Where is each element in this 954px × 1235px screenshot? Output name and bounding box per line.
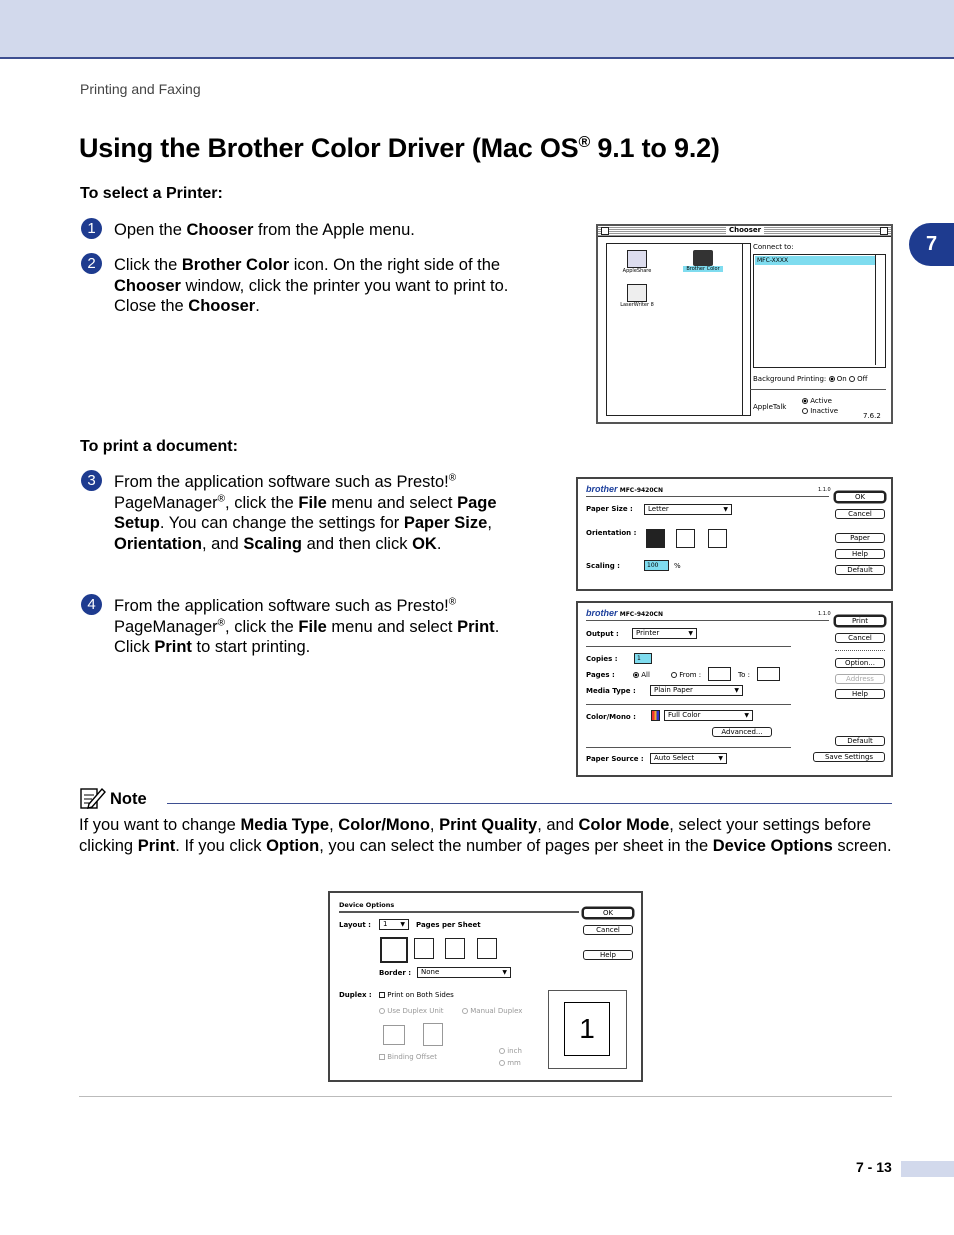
border-select[interactable]: None ▼ (417, 967, 511, 978)
print-document-heading: To print a document: (80, 438, 238, 455)
landscape-orientation-icon[interactable] (676, 529, 695, 548)
cancel-button[interactable]: Cancel (835, 509, 885, 519)
save-settings-button[interactable]: Save Settings (813, 752, 885, 762)
print-both-sides-checkbox[interactable]: Print on Both Sides (379, 991, 454, 999)
print-dialog (576, 601, 893, 777)
pages-all-radio[interactable]: All (633, 671, 650, 679)
step-3-text: From the application software such as Presto!® PageManager®, click the File menu and select Page Setup. You can change the settings for Paper Size, Orientation, and Scaling and then click OK. (114, 472, 497, 553)
default-button[interactable]: Default (835, 736, 885, 746)
connect-to-label: Connect to: (753, 243, 794, 251)
brother-printer-icon (693, 250, 713, 266)
color-swatch-icon (651, 710, 660, 721)
print-dialog-divider-2 (586, 704, 791, 705)
scaling-input[interactable]: 100 (644, 560, 669, 571)
duplex-label: Duplex : (339, 991, 372, 999)
zoom-box-icon[interactable] (880, 227, 888, 235)
reverse-landscape-icon[interactable] (708, 529, 727, 548)
color-mono-select[interactable]: Full Color ▼ (664, 710, 753, 721)
scaling-label: Scaling : (586, 562, 620, 570)
layout-4-icon[interactable] (477, 938, 497, 959)
page-number-bar (901, 1161, 954, 1177)
chooser-window (596, 224, 893, 424)
chooser-divider (750, 389, 886, 390)
chapter-tab[interactable]: 7 (909, 223, 954, 266)
preview-page-number: 1 (564, 1002, 610, 1056)
page-setup-divider (586, 496, 829, 497)
chooser-titlebar[interactable] (598, 226, 891, 237)
inch-radio[interactable]: inch (499, 1047, 522, 1055)
portrait-orientation-icon[interactable] (646, 529, 665, 548)
pages-from-radio[interactable]: From : (671, 671, 701, 679)
print-button[interactable]: Print (835, 616, 885, 626)
option-button[interactable]: Option... (835, 658, 885, 668)
orientation-label: Orientation : (586, 529, 637, 537)
device-options-title: Device Options (339, 901, 395, 909)
output-label: Output : (586, 630, 619, 638)
print-dialog-divider-top (586, 620, 829, 621)
layout-3-icon[interactable] (445, 938, 465, 959)
step-3-badge: 3 (81, 470, 102, 491)
layout-preview (548, 990, 627, 1069)
help-button[interactable]: Help (583, 950, 633, 960)
paper-source-label: Paper Source : (586, 755, 644, 763)
long-edge-binding-icon[interactable] (383, 1025, 405, 1045)
help-button[interactable]: Help (835, 689, 885, 699)
print-dialog-divider-1 (586, 646, 791, 647)
output-select[interactable]: Printer ▼ (632, 628, 697, 639)
use-duplex-unit-radio[interactable]: Use Duplex Unit (379, 1007, 444, 1015)
step-2-badge: 2 (81, 253, 102, 274)
printer-list-item[interactable]: MFC-XXXX (755, 256, 876, 265)
footer-divider (79, 1096, 892, 1097)
device-options-dialog (328, 891, 643, 1082)
chooser-left-scrollbar[interactable] (742, 243, 751, 416)
address-button[interactable]: Address (835, 674, 885, 684)
paper-size-select[interactable]: Letter ▼ (644, 504, 732, 515)
binding-offset-checkbox[interactable]: Binding Offset (379, 1053, 437, 1061)
copies-input[interactable]: 1 (634, 653, 652, 664)
note-divider (167, 803, 892, 804)
note-heading: Note (110, 790, 147, 808)
print-dialog-divider-3 (586, 747, 791, 748)
pages-from-input[interactable] (708, 667, 731, 681)
step-4-text: From the application software such as Presto!® PageManager®, click the File menu and select Print. Click Print to start printing. (114, 596, 500, 656)
note-pencil-icon (80, 786, 106, 810)
print-dialog-button-divider (835, 650, 885, 651)
bg-on-radio[interactable] (829, 376, 835, 382)
paper-button[interactable]: Paper (835, 533, 885, 543)
laserwriter-item[interactable]: LaserWriter 8 (619, 284, 655, 308)
print-dialog-header: brother MFC-9420CN (586, 608, 663, 618)
page-number: 7 - 13 (856, 1159, 892, 1175)
pages-to-label: To : (738, 671, 750, 679)
laserwriter-icon (627, 284, 647, 302)
pages-label: Pages : (586, 671, 615, 679)
default-button[interactable]: Default (835, 565, 885, 575)
color-mono-label: Color/Mono : (586, 713, 636, 721)
media-type-select[interactable]: Plain Paper ▼ (650, 685, 743, 696)
print-dialog-version: 1.1.0 (818, 611, 831, 617)
background-printing-row: Background Printing: On Off (753, 375, 868, 383)
step-1-text: Open the Chooser from the Apple menu. (114, 221, 415, 239)
close-box-icon[interactable] (601, 227, 609, 235)
chooser-title: Chooser (726, 226, 764, 235)
page-setup-version: 1.1.0 (818, 487, 831, 493)
chooser-icon-list[interactable] (606, 243, 743, 416)
ok-button[interactable]: OK (835, 492, 885, 502)
appleshare-item[interactable]: AppleShare (622, 250, 652, 274)
layout-2-icon[interactable] (414, 938, 434, 959)
brother-color-item[interactable]: Brother Color (683, 250, 723, 272)
printer-list[interactable] (753, 254, 886, 368)
pages-to-input[interactable] (757, 667, 780, 681)
mm-radio[interactable]: mm (499, 1059, 521, 1067)
cancel-button[interactable]: Cancel (835, 633, 885, 643)
ok-button[interactable]: OK (583, 908, 633, 918)
short-edge-binding-icon[interactable] (423, 1023, 443, 1046)
appletalk-inactive[interactable]: Inactive (802, 407, 838, 415)
select-printer-heading: To select a Printer: (80, 185, 223, 202)
layout-1-icon[interactable] (380, 937, 408, 963)
manual-duplex-radio[interactable]: Manual Duplex (462, 1007, 522, 1015)
appletalk-active[interactable]: Active (802, 397, 832, 405)
step-4-badge: 4 (81, 594, 102, 615)
copies-label: Copies : (586, 655, 618, 663)
scaling-percent: % (674, 562, 681, 570)
layout-select[interactable]: 1 ▼ (379, 919, 409, 930)
paper-source-select[interactable]: Auto Select ▼ (650, 753, 727, 764)
top-banner (0, 0, 954, 59)
step-2-text: Click the Brother Color icon. On the right side of the Chooser window, click the printer you want to print to. Close the Chooser. (114, 256, 509, 315)
page-setup-header: brother MFC-9420CN (586, 484, 663, 494)
page-setup-dialog (576, 477, 893, 591)
device-options-divider (339, 911, 579, 913)
printer-list-scrollbar[interactable] (875, 255, 885, 365)
layout-label: Layout : (339, 921, 371, 929)
media-type-label: Media Type : (586, 687, 636, 695)
bg-off-radio[interactable] (849, 376, 855, 382)
chooser-version: 7.6.2 (863, 412, 881, 420)
advanced-button[interactable]: Advanced... (712, 727, 772, 737)
section-header: Printing and Faxing (80, 81, 201, 97)
paper-size-label: Paper Size : (586, 505, 633, 513)
border-label: Border : (379, 969, 412, 977)
pages-per-sheet-label: Pages per Sheet (416, 921, 481, 929)
cancel-button[interactable]: Cancel (583, 925, 633, 935)
appleshare-icon (627, 250, 647, 268)
page-title: Using the Brother Color Driver (Mac OS® 9.1 to 9.2) (79, 133, 720, 163)
help-button[interactable]: Help (835, 549, 885, 559)
appletalk-label: AppleTalk (753, 403, 787, 411)
note-text: If you want to change Media Type, Color/Mono, Print Quality, and Color Mode, select your settings before clicking Print. If you click Option, you can select the number of pages per sheet in the Device Options screen. (79, 816, 892, 855)
step-1-badge: 1 (81, 218, 102, 239)
